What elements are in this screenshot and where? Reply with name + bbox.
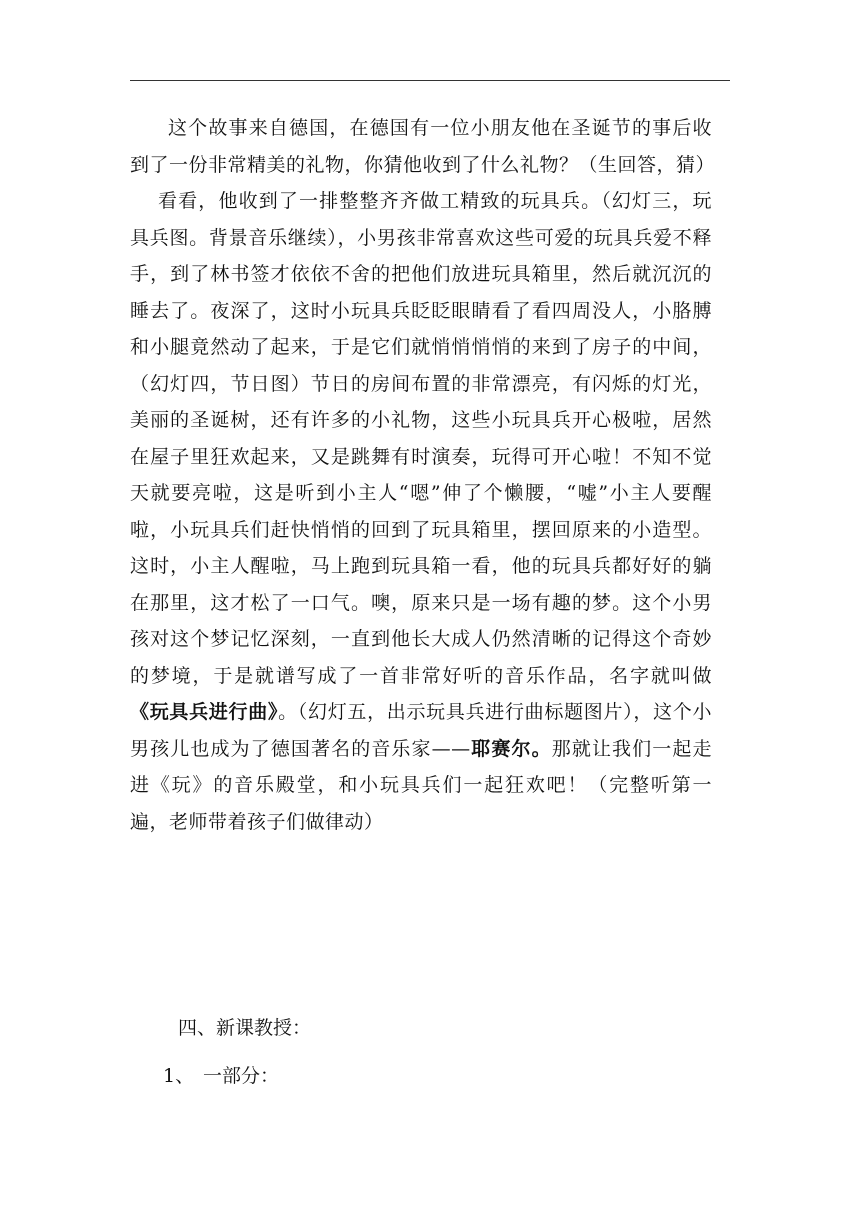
paragraph-1: 这个故事来自德国，在德国有一位小朋友他在圣诞节的事后收到了一份非常精美的礼物，你猜他收到了什么礼物？（生回答，猜） <box>130 117 716 176</box>
paragraph-2-text-a: 看看，他收到了一排整整齐齐做工精致的玩具兵。（幻灯三，玩具兵图。背景音乐继续），小男孩非常喜欢这些可爱的玩具兵爱不释手，到了林书签才依依不舍的把他们放进玩具箱里，然后就沉沉的睡去了。夜深了，这时小玩具兵眨眨眼睛看了看四周没人，小胳膊和小腿竟然动了起来，于是它们就悄悄悄悄的来到了房子的中间，（幻灯四，节日图）节日的房间布置的非常漂亮，有闪烁的灯光，美丽的圣诞树，还有许多的小礼物，这些小玩具兵开心极啦，居然在屋子里狂欢起来，又是跳舞有时演奏，玩得可开心啦！不知不觉天就要亮啦，这是听到小主人“嗯”伸了个懒腰，“嘘”小主人要醒啦，小玩具兵们赶快悄悄的回到了玩具箱里，摆回原来的小造型。这时，小主人醒啦，马上跑到玩具箱一看，他的玩具兵都好好的躺在那里，这才松了一口气。噢，原来只是一场有趣的梦。这个小男孩对这个梦记忆深刻，一直到他长大成人仍然清晰的记得这个奇妙的梦境，于是就谱写成了一首非常好听的音乐作品，名字就叫做 <box>130 190 712 687</box>
paragraph-2-text-c: 那就让我们一起走进《玩》的音乐殿堂，和小玩具兵们一起狂欢吧！（完整听第一遍，老师带着孩子们做律动） <box>130 737 712 833</box>
list-item-number: 1、 <box>163 1065 195 1087</box>
section-heading: 四、新课教授： <box>178 1017 312 1039</box>
list-item-label: 一部分： <box>203 1065 280 1087</box>
list-item <box>163 1061 279 1091</box>
header-rule <box>130 80 730 81</box>
paragraph-2 <box>130 183 712 840</box>
body-text <box>130 110 716 840</box>
paragraph-2-text-b: 。（幻灯五，出示玩具兵进行曲标题图片），这个小男孩儿也成为了德国著名的音乐家—— <box>130 701 712 760</box>
song-title: 《玩具兵进行曲》 <box>130 701 279 723</box>
composer-name: 耶赛尔。 <box>470 737 552 760</box>
